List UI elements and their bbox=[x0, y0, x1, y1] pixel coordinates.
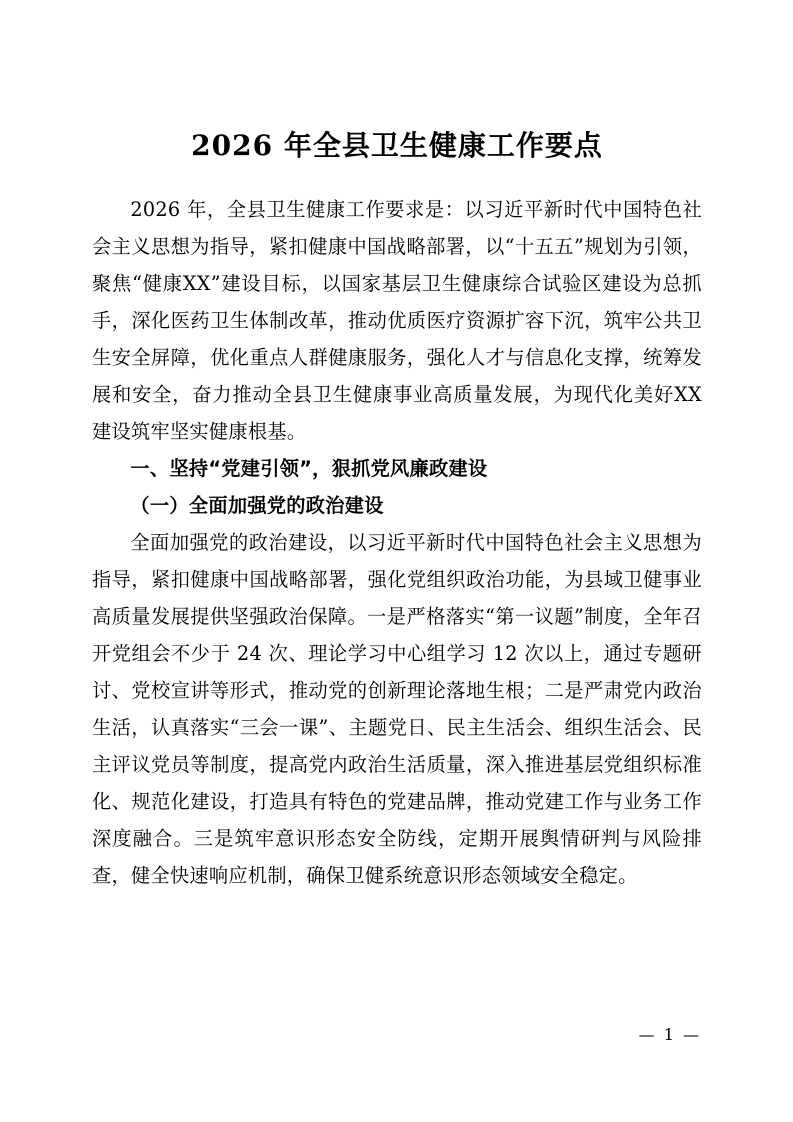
document-content bbox=[92, 126, 702, 894]
paragraph-intro: 2026 年，全县卫生健康工作要求是：以习近平新时代中国特色社会主义思想为指导，紧扣健康中国战略部署，以“十五五”规划为引领，聚焦“健康XX”建设目标，以国家基层卫生健康综合试验区建设为总抓手，深化医药卫生体制改革，推动优质医疗资源扩容下沉，筑牢公共卫生安全屏障，优化重点人群健康服务，强化人才与信息化支撑，统筹发展和安全，奋力推动全县卫生健康事业高质量发展，为现代化美好XX建设筑牢坚实健康根基。 bbox=[92, 198, 702, 444]
section-heading-one: 一、坚持“党建引领”，狠抓党风廉政建设 bbox=[130, 457, 488, 481]
subsection-heading-one: （一）全面加强党的政治建设 bbox=[130, 494, 384, 518]
page-number: — 1 — bbox=[638, 1025, 701, 1044]
page-title: 2026 年全县卫生健康工作要点 bbox=[191, 129, 603, 162]
paragraph-political-construction: 全面加强党的政治建设，以习近平新时代中国特色社会主义思想为指导，紧扣健康中国战略部署，强化党组织政治功能，为县域卫健事业高质量发展提供坚强政治保障。一是严格落实“第一议题”制度，全年召开党组会不少于 24 次、理论学习中心组学习 12 次以上，通过专题研讨、党校宣讲等形式，推动党的创新理论落地生根；二是严肃党内政治生活，认真落实“三会一课”、主题党日、民主生活会、组织生活会、民主评议党员等制度，提高党内政治生活质量，深入推进基层党组织标准化、规范化建设，打造具有特色的党建品牌，推动党建工作与业务工作深度融合。三是筑牢意识形态安全防线，定期开展舆情研判与风险排查，健全快速响应机制，确保卫健系统意识形态领域安全稳定。 bbox=[92, 531, 702, 888]
